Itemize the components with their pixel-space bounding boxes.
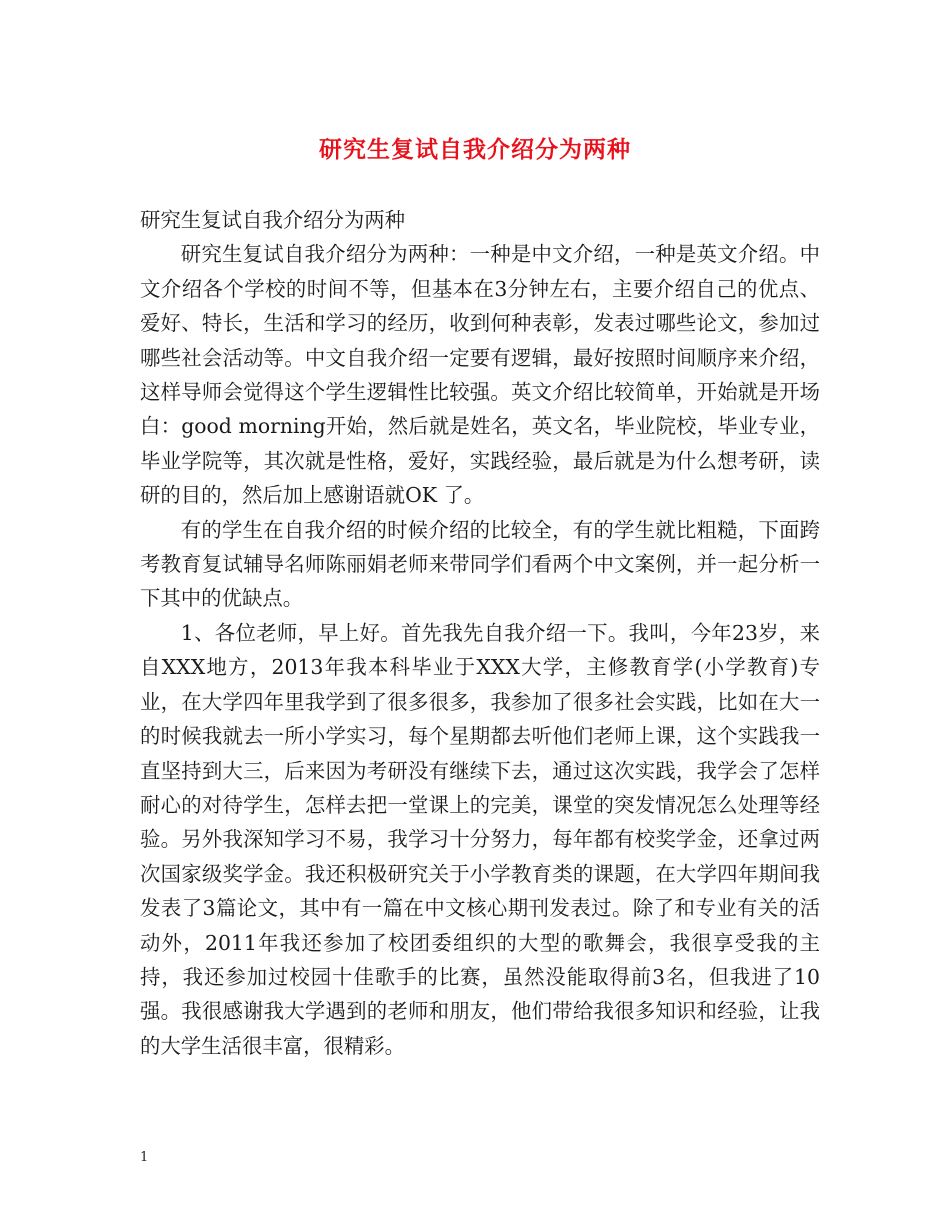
paragraph-intro: 研究生复试自我介绍分为两种：一种是中文介绍，一种是英文介绍。中文介绍各个学校的时间不等，但基本在3分钟左右，主要介绍自己的优点、爱好、特长，生活和学习的经历，收到何种表彰，发表过哪些论文，参加过哪些社会活动等。中文自我介绍一定要有逻辑，最好按照时间顺序来介绍，这样导师会觉得这个学生逻辑性比较强。英文介绍比较简单，开始就是开场白：good morning开始，然后就是姓名，英文名，毕业院校，毕业专业，毕业学院等，其次就是性格，爱好，实践经验，最后就是为什么想考研，读研的目的，然后加上感谢语就OK 了。 <box>140 242 820 508</box>
document-body <box>140 203 820 1063</box>
page-number: 1 <box>140 1150 149 1165</box>
document-title: 研究生复试自我介绍分为两种 <box>319 136 631 163</box>
paragraph-example-1: 1、各位老师，早上好。首先我先自我介绍一下。我叫，今年23岁，来自XXX地方，2013年我本科毕业于XXX大学，主修教育学(小学教育)专业，在大学四年里我学到了很多很多，我参加了很多社会实践，比如在大一的时候我就去一所小学实习，每个星期都去听他们老师上课，这个实践我一直坚持到大三，后来因为考研没有继续下去，通过这次实践，我学会了怎样耐心的对待学生，怎样去把一堂课上的完美，课堂的突发情况怎么处理等经验。另外我深知学习不易，我学习十分努力，每年都有校奖学金，还拿过两次国家级奖学金。我还积极研究关于小学教育类的课题，在大学四年期间我发表了3篇论文，其中有一篇在中文核心期刊发表过。除了和专业有关的活动外，2011年我还参加了校团委组织的大型的歌舞会，我很享受我的主持，我还参加过校园十佳歌手的比赛，虽然没能取得前3名，但我进了10强。我很感谢我大学遇到的老师和朋友，他们带给我很多知识和经验，让我的大学生活很丰富，很精彩。 <box>140 620 820 1058</box>
paragraph-cases: 有的学生在自我介绍的时候介绍的比较全，有的学生就比粗糙，下面跨考教育复试辅导名师陈丽娟老师来带同学们看两个中文案例，并一起分析一下其中的优缺点。 <box>140 517 820 611</box>
document-subtitle: 研究生复试自我介绍分为两种 <box>140 208 406 232</box>
